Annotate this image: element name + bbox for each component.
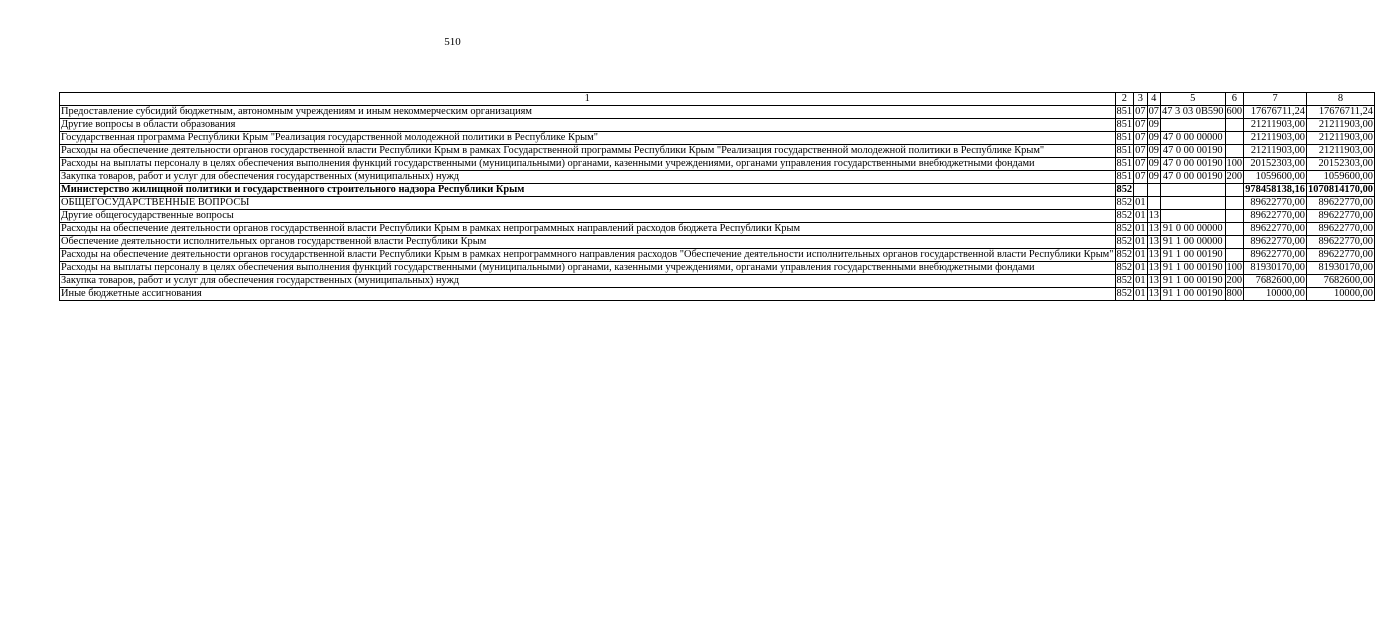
table-row (60, 171, 1375, 184)
row-subsection-code: 13 (1148, 223, 1159, 234)
row-expense-type-code: 200 (1226, 171, 1243, 182)
column-header: 4 (1147, 93, 1160, 106)
row-ved-code: 852 (1116, 288, 1133, 299)
row-amount-1: 21211903,00 (1244, 145, 1307, 158)
row-target-article-code: 47 0 00 00190 (1161, 158, 1226, 171)
row-ved-code: 851 (1116, 158, 1133, 169)
row-name: Расходы на обеспечение деятельности органов государственной власти Республики Крым в рамках непрограммного направления расходов "Обеспечение деятельности исполнительных органов государственной власти Республики Крым" (61, 249, 1114, 260)
table-row (60, 223, 1375, 236)
row-subsection-code (1147, 184, 1160, 197)
row-amount-2: 7682600,00 (1306, 275, 1374, 288)
table-row (60, 288, 1375, 301)
row-section-code: 01 (1135, 236, 1146, 247)
row-expense-type-code (1225, 145, 1244, 158)
row-amount-1: 89622770,00 (1244, 210, 1307, 223)
row-subsection-code: 13 (1148, 275, 1159, 286)
row-name: Обеспечение деятельности исполнительных органов государственной власти Республики Крым (60, 236, 1116, 249)
row-expense-type-code (1225, 132, 1244, 145)
row-subsection-code: 09 (1148, 119, 1159, 130)
table-row (60, 184, 1375, 197)
row-expense-type-code (1225, 210, 1244, 223)
row-expense-type-code (1225, 236, 1244, 249)
table-row (60, 145, 1375, 158)
row-amount-1: 81930170,00 (1244, 262, 1307, 275)
row-ved-code: 852 (1116, 275, 1133, 286)
column-header: 6 (1225, 93, 1244, 106)
column-header: 3 (1134, 93, 1147, 106)
table-row (60, 249, 1375, 262)
row-subsection-code: 13 (1148, 210, 1159, 221)
row-ved-code: 851 (1116, 132, 1133, 143)
row-expense-type-code: 600 (1226, 106, 1243, 117)
row-amount-2: 17676711,24 (1306, 106, 1374, 119)
row-amount-1: 978458138,16 (1245, 184, 1305, 195)
row-section-code: 01 (1135, 288, 1146, 299)
row-target-article-code: 47 3 03 0В590 (1162, 106, 1224, 117)
row-target-article-code (1161, 210, 1226, 223)
row-amount-2: 89622770,00 (1306, 197, 1374, 210)
budget-table (59, 92, 1375, 301)
row-name: Предоставление субсидий бюджетным, автономным учреждениям и иным некоммерческим организациям (60, 106, 1116, 119)
row-section-code: 01 (1135, 223, 1146, 234)
row-ved-code: 851 (1116, 119, 1133, 130)
row-name: Государственная программа Республики Крым "Реализация государственной молодежной политики в Республике Крым" (60, 132, 1116, 145)
row-amount-1: 20152303,00 (1244, 158, 1307, 171)
row-name: Иные бюджетные ассигнования (60, 288, 1116, 301)
row-section-code: 07 (1135, 119, 1146, 130)
row-subsection-code: 13 (1148, 288, 1159, 299)
row-target-article-code (1161, 119, 1226, 132)
table-row (60, 197, 1375, 210)
row-name: Другие общегосударственные вопросы (60, 210, 1116, 223)
column-header: 8 (1306, 93, 1374, 106)
row-amount-2: 1070814170,00 (1308, 184, 1373, 195)
row-subsection-code: 13 (1148, 236, 1159, 247)
row-section-code: 07 (1135, 132, 1146, 143)
row-expense-type-code (1225, 119, 1244, 132)
row-expense-type-code (1225, 184, 1244, 197)
table-body (60, 93, 1375, 301)
row-subsection-code: 13 (1148, 249, 1159, 260)
row-amount-1: 1059600,00 (1244, 171, 1307, 184)
row-ved-code: 851 (1116, 145, 1133, 156)
row-amount-1: 21211903,00 (1244, 132, 1307, 145)
column-header: 5 (1161, 93, 1226, 106)
row-amount-2: 20152303,00 (1306, 158, 1374, 171)
row-expense-type-code (1225, 223, 1244, 236)
row-subsection-code: 13 (1148, 262, 1159, 273)
column-header: 7 (1244, 93, 1307, 106)
row-amount-2: 10000,00 (1306, 288, 1374, 301)
row-ved-code: 852 (1116, 236, 1133, 247)
row-name: Закупка товаров, работ и услуг для обеспечения государственных (муниципальных) нужд (60, 275, 1116, 288)
row-target-article-code: 47 0 00 00000 (1161, 132, 1226, 145)
table-row (60, 236, 1375, 249)
row-name: Другие вопросы в области образования (60, 119, 1116, 132)
row-subsection-code: 09 (1148, 158, 1159, 169)
row-ved-code: 851 (1116, 171, 1133, 182)
row-target-article-code: 91 1 00 00000 (1161, 236, 1226, 249)
row-section-code: 07 (1135, 106, 1146, 117)
column-number-row (60, 93, 1375, 106)
row-amount-1: 89622770,00 (1244, 236, 1307, 249)
row-name: Расходы на выплаты персоналу в целях обеспечения выполнения функций государственными (муниципальными) органами, казенными учреждениями, органами управления государственными внебюджетными фондами (60, 158, 1116, 171)
row-expense-type-code: 100 (1226, 262, 1243, 273)
table-row (60, 106, 1375, 119)
row-expense-type-code: 800 (1226, 288, 1243, 299)
page-number: 510 (444, 36, 461, 48)
column-header: 2 (1115, 93, 1134, 106)
row-amount-1: 17676711,24 (1244, 106, 1307, 119)
row-subsection-code: 07 (1148, 106, 1159, 117)
row-amount-1: 89622770,00 (1244, 223, 1307, 236)
row-section-code: 01 (1135, 275, 1146, 286)
row-name: Закупка товаров, работ и услуг для обеспечения государственных (муниципальных) нужд (60, 171, 1116, 184)
row-section-code (1134, 184, 1147, 197)
row-target-article-code: 91 1 00 00190 (1161, 262, 1226, 275)
row-amount-2: 21211903,00 (1306, 145, 1374, 158)
row-ved-code: 852 (1116, 210, 1133, 221)
row-subsection-code: 09 (1148, 145, 1159, 156)
row-amount-2: 89622770,00 (1306, 236, 1374, 249)
row-expense-type-code: 200 (1226, 275, 1243, 286)
row-subsection-code: 09 (1148, 171, 1159, 182)
row-name: Расходы на обеспечение деятельности органов государственной власти Республики Крым в рамках непрограммных направлений расходов бюджета Республики Крым (60, 223, 1116, 236)
row-ved-code: 852 (1116, 184, 1133, 195)
row-subsection-code: 09 (1148, 132, 1159, 143)
row-section-code: 07 (1135, 145, 1146, 156)
row-target-article-code: 91 1 00 00190 (1161, 288, 1226, 301)
row-section-code: 01 (1135, 262, 1146, 273)
row-amount-2: 21211903,00 (1306, 132, 1374, 145)
row-subsection-code (1147, 197, 1160, 210)
row-ved-code: 852 (1116, 262, 1133, 273)
row-amount-2: 21211903,00 (1306, 119, 1374, 132)
row-amount-2: 1059600,00 (1306, 171, 1374, 184)
row-target-article-code: 47 0 00 00190 (1161, 171, 1226, 184)
row-section-code: 01 (1135, 210, 1146, 221)
row-section-code: 07 (1135, 171, 1146, 182)
row-amount-2: 81930170,00 (1306, 262, 1374, 275)
row-amount-1: 10000,00 (1244, 288, 1307, 301)
row-section-code: 01 (1135, 249, 1146, 260)
row-amount-1: 21211903,00 (1244, 119, 1307, 132)
row-amount-1: 7682600,00 (1244, 275, 1307, 288)
row-target-article-code: 47 0 00 00190 (1161, 145, 1226, 158)
row-name: Расходы на обеспечение деятельности органов государственной власти Республики Крым в рамках Государственной программы Республики Крым "Реализация государственной молодежной политики в Республике Крым" (60, 145, 1116, 158)
row-target-article-code: 91 1 00 00190 (1161, 249, 1226, 262)
row-target-article-code: 91 1 00 00190 (1161, 275, 1226, 288)
row-ved-code: 851 (1116, 106, 1133, 117)
row-expense-type-code (1225, 249, 1244, 262)
row-name: Расходы на выплаты персоналу в целях обеспечения выполнения функций государственными (муниципальными) органами, казенными учреждениями, органами управления государственными внебюджетными фондами (60, 262, 1116, 275)
row-target-article-code (1161, 197, 1226, 210)
row-name: Министерство жилищной политики и государственного строительного надзора Республики Крым (60, 184, 1116, 197)
table-row (60, 210, 1375, 223)
row-name: ОБЩЕГОСУДАРСТВЕННЫЕ ВОПРОСЫ (60, 197, 1116, 210)
row-ved-code: 852 (1116, 223, 1133, 234)
row-amount-2: 89622770,00 (1306, 210, 1374, 223)
row-target-article-code (1161, 184, 1226, 197)
table-row (60, 132, 1375, 145)
row-expense-type-code (1225, 197, 1244, 210)
row-amount-1: 89622770,00 (1244, 249, 1307, 262)
row-ved-code: 852 (1116, 197, 1133, 208)
table-row (60, 262, 1375, 275)
row-section-code: 07 (1135, 158, 1146, 169)
table-row (60, 275, 1375, 288)
column-header: 1 (60, 93, 1116, 106)
row-amount-1: 89622770,00 (1244, 197, 1307, 210)
row-ved-code: 852 (1116, 249, 1133, 260)
row-amount-2: 89622770,00 (1306, 249, 1374, 262)
row-expense-type-code: 100 (1226, 158, 1243, 169)
row-section-code: 01 (1135, 197, 1146, 208)
row-amount-2: 89622770,00 (1306, 223, 1374, 236)
table-row (60, 158, 1375, 171)
row-target-article-code: 91 0 00 00000 (1161, 223, 1226, 236)
table-row (60, 119, 1375, 132)
